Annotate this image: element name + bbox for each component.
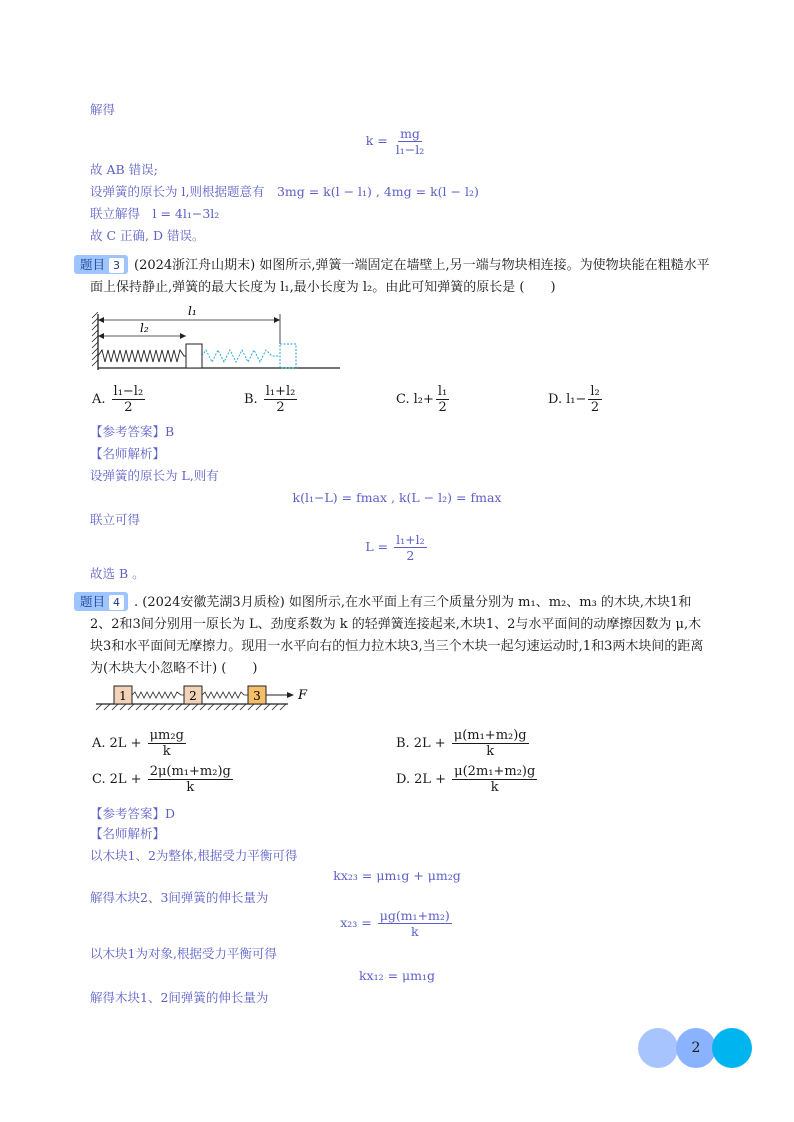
question-4-text <box>80 592 710 680</box>
three-blocks-figure <box>90 680 330 716</box>
ab-wrong: 故 AB 错误; <box>90 162 158 177</box>
q3-option-d-num: l₂ <box>590 384 600 399</box>
q4-analysis-4: 解得木块1、2间弹簧的伸长量为 <box>90 990 269 1005</box>
q4-option-a-den: k <box>162 744 171 759</box>
page-circle-left <box>638 1028 678 1068</box>
question-4-tag-label: 题目 <box>80 594 106 609</box>
q3-eq2-den: 2 <box>406 548 415 563</box>
q3-option-c-label: C. <box>396 392 410 407</box>
k-formula-den: l₁−l₂ <box>395 142 425 157</box>
q4-option-c-label: C. <box>92 772 106 787</box>
q4-option-b-label: B. <box>396 736 410 751</box>
q3-option-c-pre: l₂+ <box>413 392 434 407</box>
q3-analysis-3: 故选 B 。 <box>90 566 145 581</box>
q4-option-c-den: k <box>186 780 195 795</box>
q4-eq2-den: k <box>410 924 419 939</box>
q4-option-a-num: μm₂g <box>149 728 184 743</box>
q3-option-b-label: B. <box>244 392 258 407</box>
q3-option-d-pre: l₁− <box>566 392 587 407</box>
q3-answer: 【参考答案】B <box>90 424 175 439</box>
q4-option-b-pre: 2L + <box>413 736 450 751</box>
setup-line: 设弹簧的原长为 l,则根据题意有 3mg = k(l − l₁) , 4mg = k(l − l₂) <box>90 184 479 199</box>
q3-option-c[interactable] <box>396 384 451 415</box>
q4-eq2-lhs: x₂₃ = <box>340 915 372 930</box>
force-label: F <box>298 688 308 703</box>
block-2-label: 2 <box>189 689 197 703</box>
q4-eq3: kx₁₂ = μm₁g <box>358 968 436 983</box>
q3-option-a[interactable] <box>92 384 147 415</box>
q3-option-d[interactable] <box>548 384 604 415</box>
k-formula <box>0 126 794 157</box>
q3-option-b[interactable] <box>244 384 299 415</box>
block-3-label: 3 <box>253 689 261 703</box>
q3-option-b-num: l₁+l₂ <box>265 384 296 399</box>
q4-option-b-num: μ(m₁+m₂)g <box>453 728 527 743</box>
solve2-line: 联立解得 l = 4l₁−3l₂ <box>90 206 220 221</box>
q4-analysis-3: 以木块1为对象,根据受力平衡可得 <box>90 946 277 961</box>
q4-option-b-den: k <box>486 744 495 759</box>
q4-option-c[interactable] <box>92 764 235 795</box>
q3-analysis-title: 【名师解析】 <box>90 446 166 461</box>
k-formula-lhs: k = <box>365 133 388 148</box>
question-4-tag <box>74 592 128 611</box>
q4-option-d-pre: 2L + <box>414 772 451 787</box>
q4-option-a-pre: 2L + <box>109 736 146 751</box>
q3-option-c-den: 2 <box>438 400 447 415</box>
q3-option-c-num: l₁ <box>437 384 448 399</box>
q4-option-a[interactable] <box>92 728 188 759</box>
q4-option-d-den: k <box>490 780 499 795</box>
question-3-body: (2024浙江舟山期末) 如图所示,弹簧一端固定在墙壁上,另一端与物块相连接。为使物块能在粗糙水平面上保持静止,弹簧的最大长度为 l₁,最小长度为 l₂。由此可知弹簧的原长是 ( ) <box>90 258 710 295</box>
question-4-number: 4 <box>109 595 124 610</box>
question-3-tag <box>74 255 128 274</box>
page-number: 2 <box>676 1028 716 1068</box>
question-4-body: . (2024安徽芜湖3月质检) 如图所示,在水平面上有三个质量分别为 m₁、m₂、m₃ 的木块,木块1和2、2和3间分别用一原长为 L、劲度系数为 k 的轻弹簧连接起来,木块1、2与水平面间的动摩擦因数为 μ,木块3和水平面间无摩擦力。现用一水平向右的恒力拉木块3,当三个木块一起匀速运动时,1和3两木块间的距离为(木块大小忽略不计) ( ) <box>90 595 704 676</box>
q4-analysis-title: 【名师解析】 <box>90 826 166 841</box>
conclusion-line: 故 C 正确, D 错误。 <box>90 228 205 243</box>
q4-analysis-2: 解得木块2、3间弹簧的伸长量为 <box>90 890 269 905</box>
q3-eq2-lhs: L = <box>365 539 389 554</box>
q3-analysis-1: 设弹簧的原长为 L,则有 <box>90 468 219 483</box>
q4-option-c-pre: 2L + <box>109 772 146 787</box>
q4-answer: 【参考答案】D <box>90 806 176 821</box>
q4-option-d-num: μ(2m₁+m₂)g <box>454 764 536 779</box>
question-3-tag-label: 题目 <box>80 257 106 272</box>
q3-option-a-den: 2 <box>124 400 133 415</box>
q3-eq2 <box>0 532 794 563</box>
q3-option-b-den: 2 <box>276 400 285 415</box>
question-3-text <box>80 255 710 299</box>
q3-option-d-den: 2 <box>590 400 600 415</box>
q3-option-a-label: A. <box>92 392 106 407</box>
q3-eq2-num: l₁+l₂ <box>396 532 425 547</box>
q4-option-c-num: 2μ(m₁+m₂)g <box>149 764 231 779</box>
fig-l2-label: l₂ <box>140 321 149 335</box>
q4-option-b[interactable] <box>396 728 531 759</box>
block-1-label: 1 <box>119 689 127 703</box>
question-3-number: 3 <box>109 258 124 273</box>
q3-option-a-num: l₁−l₂ <box>113 384 144 399</box>
q4-eq2-num: μg(m₁+m₂) <box>379 908 450 923</box>
q4-eq1: kx₂₃ = μm₁g + μm₂g <box>333 868 461 883</box>
q4-option-d[interactable] <box>396 764 539 795</box>
q4-eq2 <box>0 908 794 939</box>
q3-eq1: k(l₁−L) = fmax , k(L − l₂) = fmax <box>292 490 502 505</box>
q4-option-a-label: A. <box>92 736 106 751</box>
page-circle-right <box>712 1028 752 1068</box>
q4-option-d-label: D. <box>396 772 411 787</box>
k-formula-num: mg <box>400 126 420 141</box>
q3-analysis-2: 联立可得 <box>90 512 141 527</box>
solve-label: 解得 <box>90 102 116 117</box>
spring-wall-figure <box>90 300 350 376</box>
q4-analysis-1: 以木块1、2为整体,根据受力平衡可得 <box>90 848 298 863</box>
fig-l1-label: l₁ <box>188 304 197 318</box>
q3-option-d-label: D. <box>548 392 563 407</box>
